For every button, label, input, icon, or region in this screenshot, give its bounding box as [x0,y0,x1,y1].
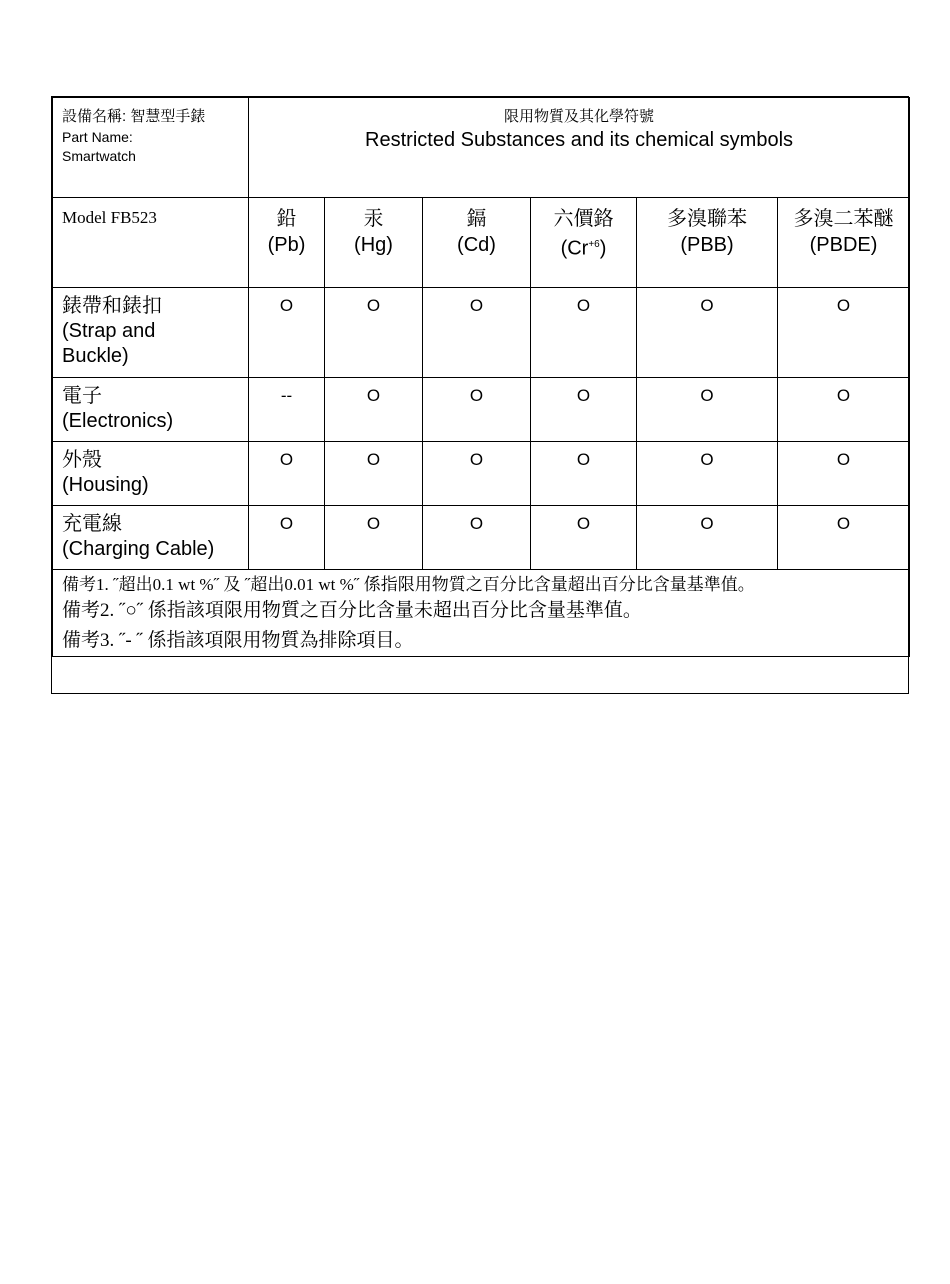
substance-name: 汞 [363,208,384,230]
part-cell: 錶帶和錶扣 (Strap and Buckle) [53,288,249,378]
note-1: 備考1. ˝超出0.1 wt %˝ 及 ˝超出0.01 wt %˝ 係指限用物質之百分比含量超出百分比含量基準值。 [62,575,755,594]
notes-row [53,570,910,657]
header-row [53,98,910,198]
substance-symbol: (PBDE) [809,234,878,256]
substance-header [531,198,637,288]
mark-cell: O [423,288,531,378]
mark-cell: O [637,378,778,442]
mark-cell: O [325,378,423,442]
model-cell: Model FB523 [53,198,249,288]
substance-symbol: (Pb) [267,234,306,256]
mark-cell: O [778,378,910,442]
note-3: 備考3. ˝- ˝ 係指該項限用物質為排除項目。 [62,630,414,651]
substance-header [325,198,423,288]
title-cell [249,98,910,198]
mark-cell: O [778,506,910,570]
part-cell: 外殼 (Housing) [53,442,249,506]
substance-name: 鎘 [466,208,487,230]
mark-cell: O [325,506,423,570]
part-name-label: Part Name: [62,129,133,145]
substance-name: 六價鉻 [553,208,614,230]
substance-header [778,198,910,288]
mark-cell: O [637,442,778,506]
mark-cell: O [531,442,637,506]
mark-cell: O [423,378,531,442]
mark-cell: O [531,378,637,442]
mark-cell: -- [249,378,325,442]
substance-symbol: (Cd) [457,234,496,256]
table-row [53,506,910,570]
mark-cell: O [325,288,423,378]
part-name-cell [53,98,249,198]
notes-cell [53,570,910,657]
mark-cell: O [249,442,325,506]
title-cn: 限用物質及其化學符號 [504,109,655,125]
mark-cell: O [637,288,778,378]
substance-header [249,198,325,288]
rohs-declaration-table [51,96,909,694]
note-2: 備考2. ˝○˝ 係指該項限用物質之百分比含量未超出百分比含量基準值。 [62,600,642,621]
substances-table [52,97,910,657]
substance-name: 多溴聯苯 [667,208,747,230]
mark-cell: O [249,288,325,378]
mark-cell: O [778,288,910,378]
device-label-cn: 設備名稱: 智慧型手錶 [62,108,206,125]
part-cell: 電子 (Electronics) [53,378,249,442]
mark-cell: O [423,442,531,506]
substance-header [423,198,531,288]
mark-cell: O [423,506,531,570]
substance-header-row [53,198,910,288]
table-row [53,378,910,442]
part-name-value: Smartwatch [62,148,136,164]
substance-name: 多溴二苯醚 [793,208,894,230]
table-row [53,442,910,506]
mark-cell: O [637,506,778,570]
table-row [53,288,910,378]
substance-header [637,198,778,288]
part-cell: 充電線 (Charging Cable) [53,506,249,570]
mark-cell: O [249,506,325,570]
mark-cell: O [325,442,423,506]
mark-cell: O [531,506,637,570]
mark-cell: O [531,288,637,378]
mark-cell: O [778,442,910,506]
substance-symbol: (Hg) [354,234,393,256]
substance-symbol: (PBB) [680,234,734,256]
substance-name: 鉛 [276,208,297,230]
substance-symbol: $(Cr^{+6})$ [560,237,607,260]
title-en: Restricted Substances and its chemical symbols [365,129,794,151]
